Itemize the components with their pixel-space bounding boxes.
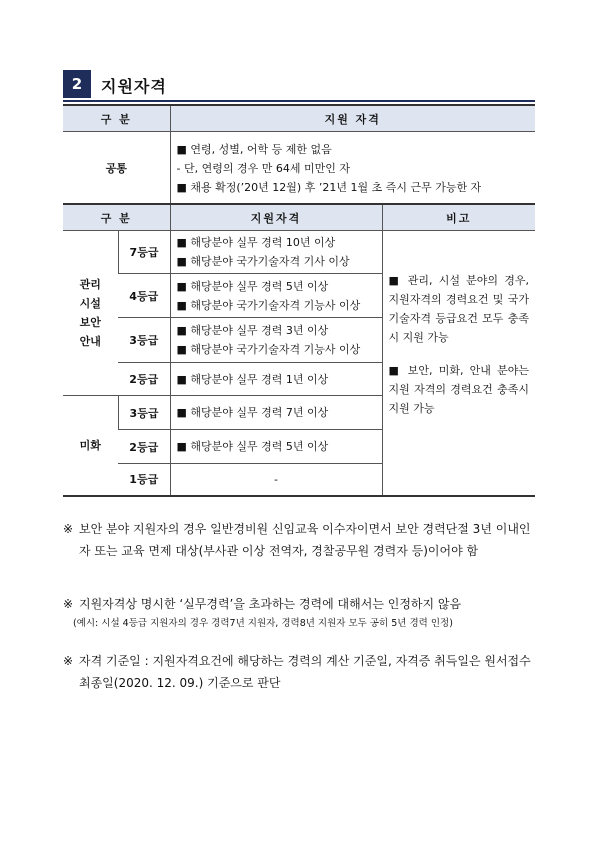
- t1-header-category: 구 분: [63, 105, 170, 132]
- t1-header-qualification: 지원 자격: [170, 105, 535, 132]
- remark: ■ 관리, 시설 분야의 경우, 지원자격의 경력요건 및 국가기술자격 등급요건 모두 충족시 지원 가능: [388, 274, 529, 344]
- t2-header-remarks: 비고: [382, 204, 535, 231]
- t2-header-category: 구 분: [63, 204, 170, 231]
- remark: ■ 보안, 미화, 안내 분야는 지원 자격의 경력요건 충족시 지원 가능: [388, 364, 529, 415]
- note-text: 지원자격상 명시한 ‘실무경력’을 초과하는 경력에 대해서는 인정하지 않음: [79, 597, 462, 611]
- grade-cell: 2등급: [118, 430, 170, 464]
- grade-cell: 7등급: [118, 231, 170, 274]
- t1-row-label: 공통: [63, 132, 170, 206]
- t2-header-qualification: 지원자격: [170, 204, 382, 231]
- note-text: 보안 분야 지원자의 경우 일반경비원 신임교육 이수자이면서 보안 경력단절 3년 이내인 자 또는 교육 면제 대상(부사관 이상 전역자, 경찰공무원 경력자 등)이어야 함: [79, 522, 531, 558]
- note-mark: ※: [63, 597, 74, 611]
- qualification-cell: -: [170, 464, 382, 496]
- grade-cell: 4등급: [118, 274, 170, 318]
- section-number: 2: [63, 70, 91, 98]
- grade-cell: 3등급: [118, 318, 170, 363]
- grade-cell: 2등급: [118, 363, 170, 396]
- note-text: 자격 기준일 : 지원자격요건에 해당하는 경력의 계산 기준일, 자격증 취득일은 원서접수 최종일(2020. 12. 09.) 기준으로 판단: [79, 654, 531, 690]
- section-title: 지원자격: [101, 76, 167, 96]
- group-label-management: 관리 시설 보안 안내: [79, 278, 101, 348]
- grade-qualification-table: [63, 203, 535, 497]
- grade-cell: 3등급: [118, 396, 170, 430]
- t1-line: - 단, 연령의 경우 만 64세 미만인 자: [176, 161, 350, 175]
- t1-row-content: [170, 132, 535, 206]
- group-label-cleaning: 미화: [63, 396, 118, 496]
- remarks-cell: [382, 231, 535, 496]
- grade-cell: 1등급: [118, 464, 170, 496]
- qualification-cell: ■ 해당분야 실무 경력 1년 이상: [170, 363, 382, 396]
- note-example: (예시: 시설 4등급 지원자의 경우 경력7년 지원자, 경력8년 지원자 모두 공히 5년 경력 인정): [73, 618, 453, 629]
- note-mark: ※: [63, 522, 74, 536]
- section-header: [63, 70, 535, 102]
- qualification-cell: ■ 해당분야 실무 경력 3년 이상 ■ 해당분야 국가기술자격 기능사 이상: [170, 318, 382, 363]
- qualification-cell: ■ 해당분야 실무 경력 5년 이상 ■ 해당분야 국가기술자격 기능사 이상: [170, 274, 382, 318]
- note-3: [63, 650, 543, 694]
- note-1: [63, 518, 543, 562]
- note-2: [63, 593, 543, 633]
- qualification-cell: ■ 해당분야 실무 경력 5년 이상: [170, 430, 382, 464]
- qualification-cell: ■ 해당분야 실무 경력 10년 이상 ■ 해당분야 국가기술자격 기사 이상: [170, 231, 382, 274]
- t1-line: ■ 채용 확정(’20년 12월) 후 ’21년 1월 초 즉시 근무 가능한 자: [176, 180, 482, 194]
- common-qualification-table: [63, 104, 535, 206]
- note-mark: ※: [63, 654, 74, 668]
- qualification-cell: ■ 해당분야 실무 경력 7년 이상: [170, 396, 382, 430]
- t1-line: ■ 연령, 성별, 어학 등 제한 없음: [176, 142, 332, 156]
